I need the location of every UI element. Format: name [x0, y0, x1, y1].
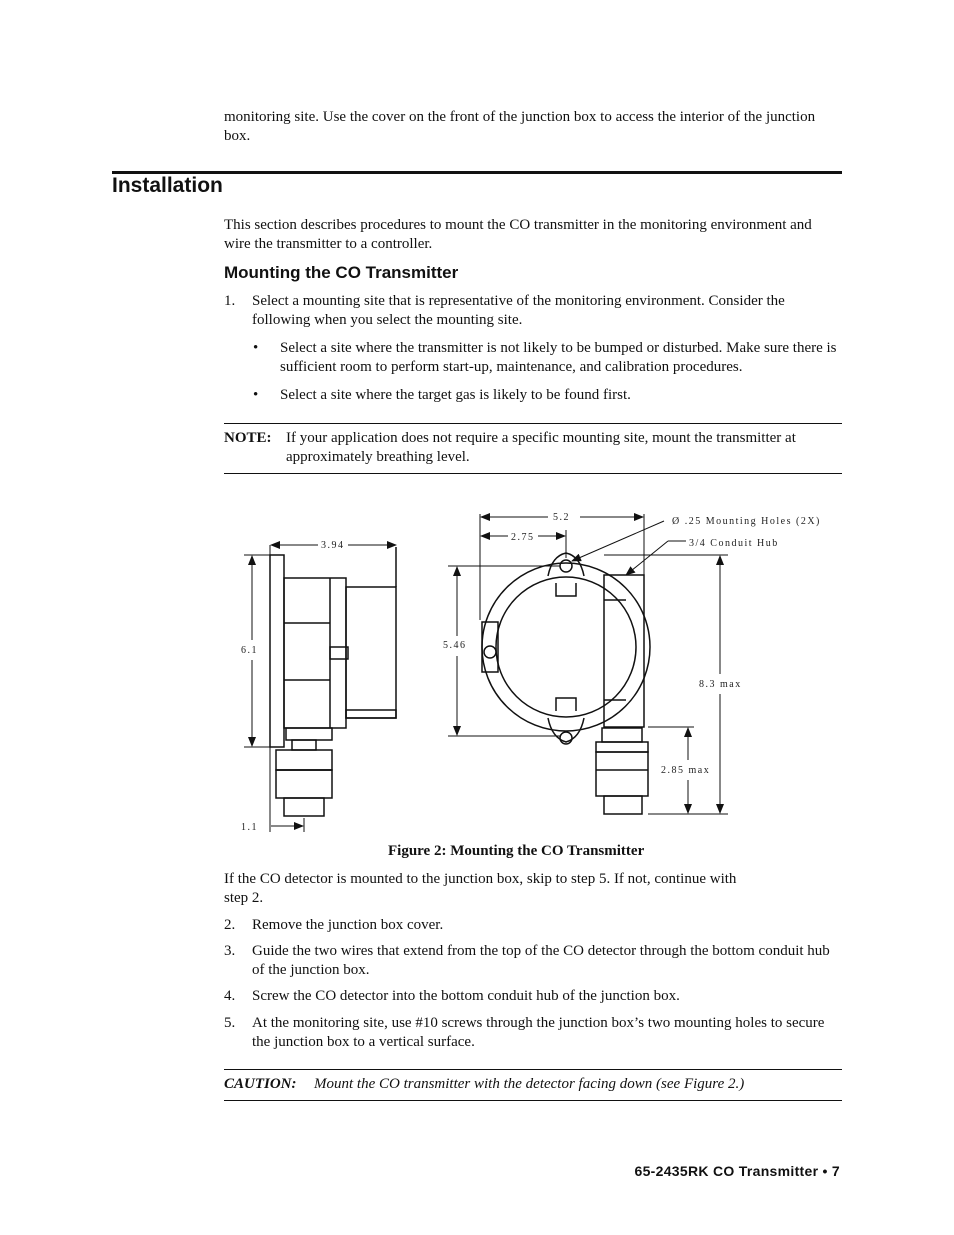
- caution-rule-bottom: [224, 1100, 842, 1101]
- step-number: 3.: [224, 943, 236, 959]
- note-label: NOTE:: [224, 430, 272, 446]
- intro-paragraph: monitoring site. Use the cover on the front of the junction box to access the interior of the junction box.: [224, 109, 816, 144]
- subsection-title: Mounting the CO Transmitter: [224, 263, 459, 282]
- dimension-label: 6.1: [241, 645, 258, 656]
- caution-text: Mount the CO transmitter with the detector facing down (see Figure 2.): [314, 1076, 745, 1092]
- bullet-text: Select a site where the target gas is likely to be found first.: [280, 387, 631, 403]
- section-title: Installation: [112, 174, 223, 197]
- caution-label: CAUTION:: [224, 1076, 297, 1092]
- page-footer: 65-2435RK CO Transmitter • 7: [634, 1163, 840, 1179]
- section-intro: This section describes procedures to mount the CO transmitter in the monitoring environment and wire the transmitter to a controller.: [224, 217, 812, 252]
- dimension-label: 3.94: [321, 540, 345, 551]
- step-text: At the monitoring site, use #10 screws through the junction box’s two mounting holes to secure the junction box to a vertical surface.: [252, 1015, 825, 1050]
- note-text: If your application does not require a specific mounting site, mount the transmitter at approximately breathing level.: [286, 430, 796, 465]
- bullet-glyph: •: [253, 340, 259, 356]
- dimension-label: 5.2: [553, 512, 570, 523]
- after-figure-paragraph: If the CO detector is mounted to the junction box, skip to step 5. If not, continue with step 2.: [224, 871, 737, 906]
- conduit-hub-callout: 3/4 Conduit Hub: [689, 538, 779, 549]
- step-number: 1.: [224, 293, 236, 309]
- step-text: Screw the CO detector into the bottom conduit hub of the junction box.: [252, 988, 680, 1004]
- step-text: Guide the two wires that extend from the top of the CO detector through the bottom conduit hub of the junction box.: [252, 943, 830, 978]
- dimension-label: 8.3 max: [699, 679, 742, 690]
- step-number: 4.: [224, 988, 236, 1004]
- step-number: 2.: [224, 917, 236, 933]
- bullet-glyph: •: [253, 387, 259, 403]
- front-view: [482, 553, 650, 814]
- step-text: Select a mounting site that is representative of the monitoring environment. Consider the following when you select the mounting site.: [252, 293, 785, 328]
- dimension-label: 1.1: [241, 822, 258, 833]
- figure-caption: Figure 2: Mounting the CO Transmitter: [388, 843, 645, 859]
- step-text: Remove the junction box cover.: [252, 917, 444, 933]
- mounting-holes-callout: Ø .25 Mounting Holes (2X): [672, 516, 821, 527]
- caution-rule-top: [224, 1069, 842, 1070]
- bullet-text: Select a site where the transmitter is not likely to be bumped or disturbed. Make sure there is sufficient room to perform start-up, maintenance, and calibration procedures.: [280, 340, 837, 375]
- dimension-label: 2.75: [511, 532, 535, 543]
- side-view: [270, 547, 396, 816]
- dimension-label: 5.46: [443, 640, 467, 651]
- step-number: 5.: [224, 1015, 236, 1031]
- dimension-label: 2.85 max: [661, 765, 711, 776]
